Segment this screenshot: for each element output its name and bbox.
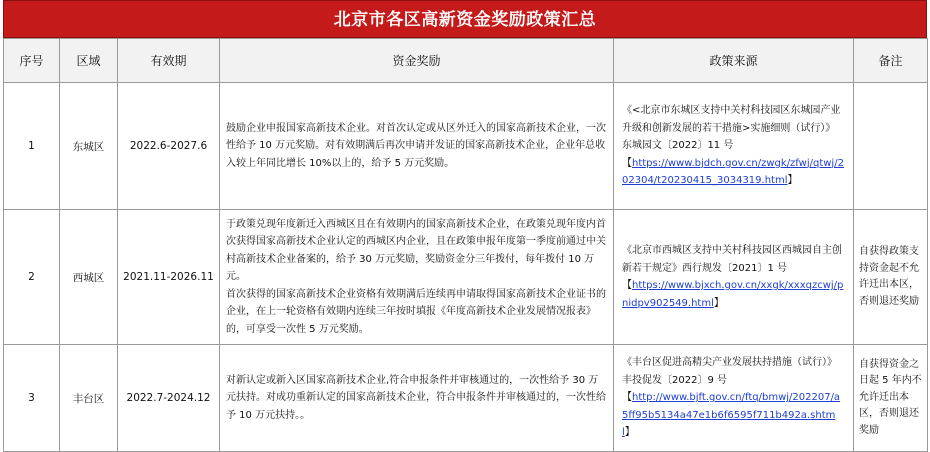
award-paragraph: 鼓励企业申报国家高新技术企业。对首次认定或从区外迁入的国家高新技术企业，一次性给予 10 万元奖励。对有效期满后再次申请并发证的国家高新技术企业，企业年总收入较上年同比增长 10%以上的，给予 5 万元奖励。 bbox=[226, 122, 606, 169]
row-period: 2022.7-2024.12 bbox=[118, 345, 220, 452]
row-note bbox=[854, 83, 928, 210]
source-bracket-open: 【 bbox=[622, 392, 632, 404]
row-district: 丰台区 bbox=[60, 345, 118, 452]
source-bracket-close: 】 bbox=[787, 175, 798, 187]
header-award: 资金奖励 bbox=[220, 39, 614, 83]
award-paragraph: 对新认定或新入区国家高新技术企业,符合申报条件并审核通过的，一次性给予 30 万元扶持。对成功重新认定的国家高新技术企业，符合申报条件并审核通过的，一次性给予 10 万元扶持。。 bbox=[226, 374, 606, 421]
sheet-title: 北京市各区高新资金奖励政策汇总 bbox=[3, 0, 927, 38]
row-award bbox=[220, 83, 614, 210]
row-source bbox=[614, 210, 854, 345]
row-award bbox=[220, 345, 614, 452]
row-district: 西城区 bbox=[60, 210, 118, 345]
row-award bbox=[220, 210, 614, 345]
source-link[interactable]: https://www.bjdch.gov.cn/zwgk/zfwj/qtwj/202304/t20230415_3034319.html bbox=[622, 157, 844, 187]
header-row bbox=[4, 39, 928, 83]
table-row bbox=[4, 345, 928, 452]
table-row bbox=[4, 83, 928, 210]
header-index: 序号 bbox=[4, 39, 60, 83]
row-note: 自获得政策支持资金起不允许迁出本区，否则退还奖励 bbox=[854, 210, 928, 345]
source-bracket-open: 【 bbox=[622, 280, 632, 291]
source-document: 《北京市西城区支持中关村科技园区西城园自主创新若干规定》西行规发〔2021〕1 号 bbox=[622, 245, 842, 274]
header-note: 备注 bbox=[854, 39, 928, 83]
source-bracket-open: 【 bbox=[622, 157, 632, 169]
header-source: 政策来源 bbox=[614, 39, 854, 83]
award-paragraph: 于政策兑现年度新迁入西城区且在有效期内的国家高新技术企业，在政策兑现年度内首次获得国家高新技术企业认定的西城区内企业，且在政策申报年度第一季度前通过中关村高新技术企业备案的，给予 30 万元奖励，奖励资金分三年拨付，每年拨付 10 万元。 bbox=[226, 218, 606, 283]
policy-summary-sheet bbox=[3, 0, 927, 452]
row-period: 2021.11-2026.11 bbox=[118, 210, 220, 345]
row-source bbox=[614, 83, 854, 210]
row-note: 自获得资金之日起 5 年内不允许迁出本区，否则退还奖励 bbox=[854, 345, 928, 452]
row-period: 2022.6-2027.6 bbox=[118, 83, 220, 210]
source-link[interactable]: http://www.bjft.gov.cn/ftq/bmwj/202207/a5ff95b5134a47e1b6f6595f711b492a.shtml bbox=[622, 392, 841, 439]
table-row bbox=[4, 210, 928, 345]
policy-table bbox=[3, 38, 928, 452]
row-district: 东城区 bbox=[60, 83, 118, 210]
row-index: 1 bbox=[4, 83, 60, 210]
row-index: 2 bbox=[4, 210, 60, 345]
header-period: 有效期 bbox=[118, 39, 220, 83]
source-bracket-close: 】 bbox=[713, 297, 724, 309]
header-district: 区域 bbox=[60, 39, 118, 83]
row-source bbox=[614, 345, 854, 452]
source-document: 《<北京市东城区支持中关村科技园区东城园产业升级和创新发展的若干措施>实施细则（试行）》东城园文〔2022〕11 号 bbox=[622, 105, 841, 152]
award-paragraph: 首次获得的国家高新技术企业资格有效期满后连续再申请取得国家高新技术企业证书的企业，在上一轮资格有效期内连续三年按时填报《年度高新技术企业发展情况报表》的，可享受一次性 5 万元奖励。 bbox=[226, 288, 606, 335]
source-bracket-close: 】 bbox=[624, 427, 635, 439]
source-document: 《丰台区促进高精尖产业发展扶持措施（试行）》丰投促发〔2022〕9 号 bbox=[622, 357, 837, 386]
source-link[interactable]: https://www.bjxch.gov.cn/xxgk/xxxqzcwj/pnidpv902549.html bbox=[622, 280, 844, 309]
row-index: 3 bbox=[4, 345, 60, 452]
